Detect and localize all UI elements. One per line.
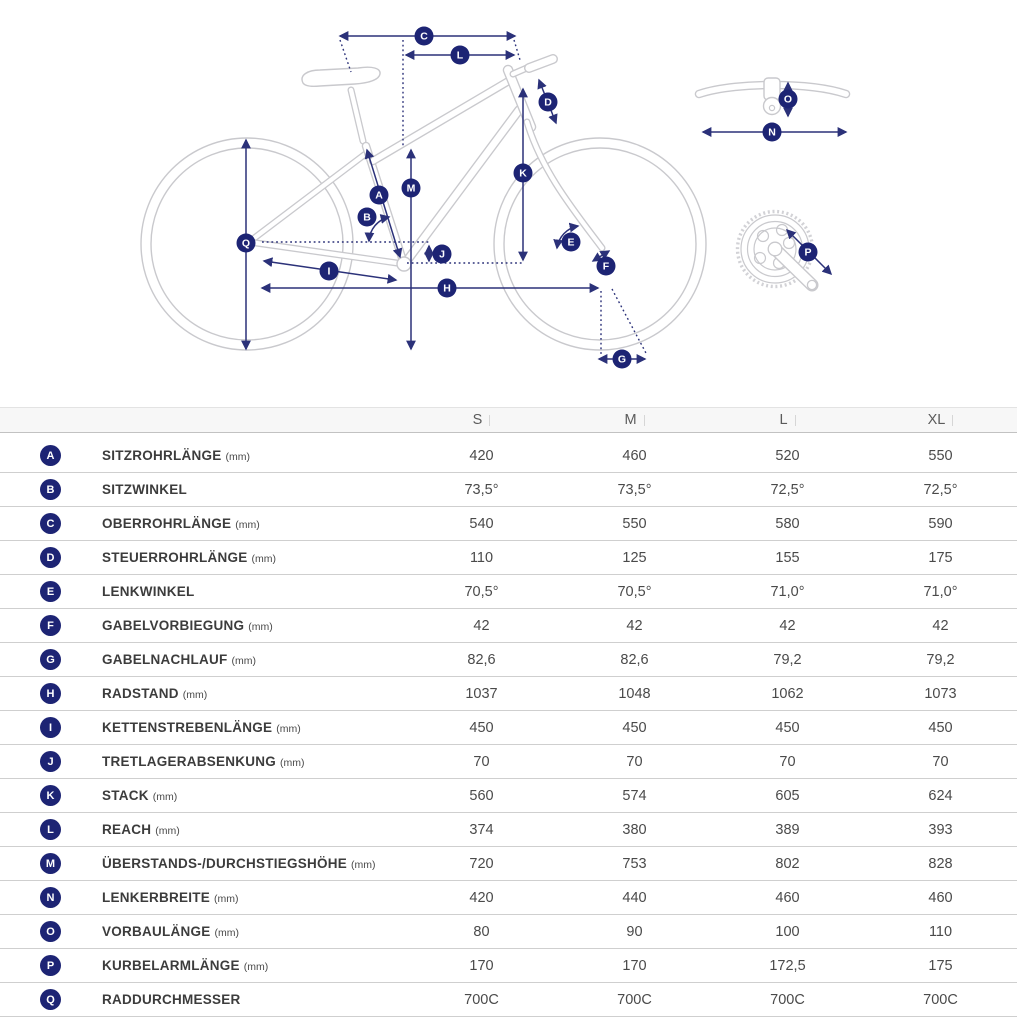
- row-letter-badge: K: [40, 785, 61, 806]
- value-size-s: 80: [473, 923, 490, 940]
- value-size-m: 550: [622, 515, 647, 532]
- handlebar-front-view-icon: [699, 78, 846, 115]
- parameter-label: LENKERBREITE: [102, 890, 211, 905]
- parameter-unit: (mm): [231, 655, 256, 667]
- row-letter-badge: P: [40, 955, 61, 976]
- table-row: [0, 473, 1017, 507]
- badge-f: [597, 257, 616, 276]
- value-size-m: 42: [626, 617, 643, 634]
- saddle: [302, 67, 380, 86]
- row-letter-badge: H: [40, 683, 61, 704]
- value-size-l: 450: [775, 719, 800, 736]
- badge-a: [370, 186, 389, 205]
- value-size-m: 440: [622, 889, 647, 906]
- value-size-m: 460: [622, 447, 647, 464]
- badge-l: [451, 46, 470, 65]
- svg-text:F: F: [602, 260, 610, 273]
- row-letter-badge: O: [40, 921, 61, 942]
- row-parameter-name: [102, 550, 405, 565]
- badge-n: [763, 123, 782, 142]
- value-size-xl: 72,5°: [923, 481, 958, 498]
- value-size-xl: 460: [928, 889, 953, 906]
- parameter-unit: (mm): [243, 961, 269, 973]
- value-size-l: 70: [779, 753, 796, 770]
- value-size-l: 71,0°: [770, 583, 805, 600]
- row-letter-cell: [0, 683, 102, 704]
- value-size-s: 450: [469, 719, 494, 736]
- value-size-xl: 79,2: [926, 651, 955, 668]
- parameter-unit: (mm): [248, 621, 273, 633]
- table-row: [0, 915, 1017, 949]
- value-size-l: 79,2: [773, 651, 802, 668]
- svg-text:Q: Q: [241, 237, 251, 250]
- value-size-m: 70: [626, 753, 643, 770]
- value-size-l: 700C: [770, 991, 805, 1008]
- value-size-l: 802: [775, 855, 800, 872]
- parameter-label: SITZWINKEL: [102, 482, 187, 497]
- value-size-xl: 700C: [923, 991, 958, 1008]
- parameter-unit: (mm): [351, 859, 376, 871]
- row-letter-badge: F: [40, 615, 61, 636]
- parameter-label: OBERROHRLÄNGE: [102, 516, 232, 531]
- svg-text:B: B: [363, 211, 371, 224]
- row-parameter-name: [102, 720, 405, 735]
- row-letter-cell: [0, 955, 102, 976]
- row-letter-cell: [0, 819, 102, 840]
- row-letter-badge: J: [40, 751, 61, 772]
- row-letter-cell: [0, 479, 102, 500]
- value-size-s: 70,5°: [464, 583, 499, 600]
- parameter-label: GABELNACHLAUF: [102, 652, 228, 667]
- parameter-label: ÜBERSTANDS-/DURCHSTIEGSHÖHE: [102, 856, 348, 871]
- table-row: [0, 711, 1017, 745]
- value-size-m: 450: [622, 719, 647, 736]
- row-parameter-name: [102, 924, 405, 939]
- column-header-s: [405, 412, 558, 428]
- row-letter-cell: [0, 649, 102, 670]
- table-row: [0, 677, 1017, 711]
- value-size-xl: 590: [928, 515, 953, 532]
- value-size-s: 700C: [464, 991, 499, 1008]
- parameter-unit: (mm): [214, 893, 239, 905]
- row-parameter-name: [102, 958, 405, 973]
- value-size-xl: 71,0°: [923, 583, 958, 600]
- parameter-label: RADSTAND: [102, 686, 179, 701]
- row-letter-cell: [0, 445, 102, 466]
- value-size-m: 700C: [617, 991, 652, 1008]
- row-parameter-name: [102, 754, 405, 769]
- column-header-label: XL: [927, 412, 946, 428]
- row-letter-cell: [0, 513, 102, 534]
- value-size-xl: 1073: [924, 685, 957, 702]
- row-letter-badge: B: [40, 479, 61, 500]
- row-parameter-name: [102, 584, 405, 599]
- value-size-m: 753: [622, 855, 647, 872]
- value-size-l: 172,5: [769, 957, 806, 974]
- parameter-unit: (mm): [152, 791, 178, 803]
- value-size-s: 560: [469, 787, 494, 804]
- value-size-l: 580: [775, 515, 800, 532]
- table-row: [0, 507, 1017, 541]
- row-letter-badge: I: [40, 717, 61, 738]
- value-size-xl: 110: [928, 923, 953, 940]
- table-row: [0, 745, 1017, 779]
- column-header-label: L: [779, 412, 788, 428]
- badge-o: [779, 90, 798, 109]
- value-size-m: 82,6: [620, 651, 649, 668]
- row-letter-cell: [0, 921, 102, 942]
- value-size-xl: 175: [928, 549, 953, 566]
- value-size-m: 170: [622, 957, 647, 974]
- value-size-s: 1037: [465, 685, 498, 702]
- parameter-unit: (mm): [225, 451, 250, 463]
- row-parameter-name: [102, 482, 405, 497]
- table-row: [0, 983, 1017, 1017]
- svg-text:A: A: [375, 189, 383, 202]
- value-size-xl: 450: [928, 719, 953, 736]
- parameter-label: LENKWINKEL: [102, 584, 195, 599]
- value-size-s: 540: [469, 515, 494, 532]
- row-letter-cell: [0, 717, 102, 738]
- value-size-l: 72,5°: [770, 481, 805, 498]
- row-parameter-name: [102, 652, 405, 667]
- row-letter-cell: [0, 615, 102, 636]
- value-size-m: 70,5°: [617, 583, 652, 600]
- parameter-label: REACH: [102, 822, 152, 837]
- row-parameter-name: [102, 890, 405, 905]
- parameter-label: KETTENSTREBENLÄNGE: [102, 720, 273, 735]
- value-size-l: 100: [775, 923, 800, 940]
- badge-q: [237, 234, 256, 253]
- value-size-s: 420: [469, 889, 494, 906]
- row-letter-cell: [0, 853, 102, 874]
- parameter-unit: (mm): [155, 825, 180, 837]
- value-size-l: 605: [775, 787, 800, 804]
- row-letter-badge: N: [40, 887, 61, 908]
- value-size-xl: 550: [928, 447, 953, 464]
- row-parameter-name: [102, 992, 405, 1007]
- header-divider: [795, 415, 796, 426]
- svg-text:H: H: [443, 282, 451, 295]
- table-row: [0, 847, 1017, 881]
- column-header-label: S: [472, 412, 483, 428]
- badge-e: [562, 233, 581, 252]
- header-divider: [489, 415, 490, 426]
- row-letter-cell: [0, 887, 102, 908]
- value-size-xl: 42: [932, 617, 949, 634]
- row-parameter-name: [102, 516, 405, 531]
- badge-h: [438, 279, 457, 298]
- table-row: [0, 609, 1017, 643]
- badge-g: [613, 350, 632, 369]
- value-size-s: 374: [469, 821, 494, 838]
- table-row: [0, 881, 1017, 915]
- svg-text:L: L: [456, 49, 464, 62]
- column-header-m: [558, 412, 711, 428]
- value-size-s: 420: [469, 447, 494, 464]
- value-size-s: 73,5°: [464, 481, 499, 498]
- geometry-diagram: [0, 0, 1017, 407]
- parameter-label: RADDURCHMESSER: [102, 992, 241, 1007]
- value-size-s: 720: [469, 855, 494, 872]
- geometry-table-header: [0, 408, 1017, 433]
- parameter-label: STACK: [102, 788, 149, 803]
- row-letter-badge: L: [40, 819, 61, 840]
- value-size-m: 574: [622, 787, 647, 804]
- value-size-m: 125: [622, 549, 647, 566]
- table-row: [0, 949, 1017, 983]
- column-header-label: M: [624, 412, 637, 428]
- value-size-l: 42: [779, 617, 796, 634]
- value-size-xl: 828: [928, 855, 953, 872]
- parameter-label: SITZROHRLÄNGE: [102, 448, 222, 463]
- row-parameter-name: [102, 618, 405, 633]
- badge-c: [415, 27, 434, 46]
- row-letter-cell: [0, 785, 102, 806]
- parameter-label: GABELVORBIEGUNG: [102, 618, 245, 633]
- badge-k: [514, 164, 533, 183]
- badge-d: [539, 93, 558, 112]
- badge-b: [358, 208, 377, 227]
- row-letter-cell: [0, 989, 102, 1010]
- parameter-unit: (mm): [214, 927, 240, 939]
- svg-text:P: P: [804, 246, 812, 259]
- value-size-xl: 70: [932, 753, 949, 770]
- value-size-l: 389: [775, 821, 800, 838]
- value-size-m: 1048: [618, 685, 651, 702]
- row-letter-cell: [0, 751, 102, 772]
- table-row: [0, 439, 1017, 473]
- bottom-bracket: [397, 257, 411, 271]
- column-header-l: [711, 412, 864, 428]
- row-letter-badge: C: [40, 513, 61, 534]
- badge-p: [799, 243, 818, 262]
- row-parameter-name: [102, 822, 405, 837]
- row-parameter-name: [102, 788, 405, 803]
- table-row: [0, 541, 1017, 575]
- parameter-label: TRETLAGERABSENKUNG: [102, 754, 277, 769]
- row-parameter-name: [102, 448, 405, 463]
- header-divider: [644, 415, 645, 426]
- value-size-l: 1062: [771, 685, 804, 702]
- value-size-s: 42: [473, 617, 490, 634]
- table-row: [0, 575, 1017, 609]
- table-row: [0, 643, 1017, 677]
- value-size-m: 90: [626, 923, 643, 940]
- table-row: [0, 813, 1017, 847]
- parameter-label: KURBELARMLÄNGE: [102, 958, 240, 973]
- svg-text:O: O: [783, 93, 793, 106]
- geometry-table-body: [0, 433, 1017, 1017]
- parameter-label: STEUERROHRLÄNGE: [102, 550, 248, 565]
- column-header-xl: [864, 412, 1017, 428]
- value-size-s: 70: [473, 753, 490, 770]
- svg-text:C: C: [420, 30, 428, 43]
- row-letter-badge: D: [40, 547, 61, 568]
- row-parameter-name: [102, 686, 405, 701]
- parameter-unit: (mm): [182, 689, 208, 701]
- badge-i: [320, 262, 339, 281]
- svg-text:M: M: [406, 182, 416, 195]
- row-parameter-name: [102, 856, 405, 871]
- row-letter-badge: A: [40, 445, 61, 466]
- row-letter-badge: M: [40, 853, 61, 874]
- row-letter-badge: G: [40, 649, 61, 670]
- row-letter-badge: Q: [40, 989, 61, 1010]
- svg-text:D: D: [544, 96, 552, 109]
- value-size-l: 155: [775, 549, 800, 566]
- row-letter-cell: [0, 547, 102, 568]
- svg-text:I: I: [327, 265, 331, 278]
- value-size-m: 73,5°: [617, 481, 652, 498]
- parameter-unit: (mm): [251, 553, 277, 565]
- value-size-l: 460: [775, 889, 800, 906]
- badge-m: [402, 179, 421, 198]
- value-size-s: 170: [469, 957, 494, 974]
- value-size-xl: 393: [928, 821, 953, 838]
- geometry-table: [0, 407, 1017, 1017]
- table-row: [0, 779, 1017, 813]
- geometry-diagram-svg: [0, 0, 1017, 407]
- value-size-xl: 624: [928, 787, 953, 804]
- row-letter-badge: E: [40, 581, 61, 602]
- row-letter-cell: [0, 581, 102, 602]
- parameter-label: VORBAULÄNGE: [102, 924, 211, 939]
- value-size-s: 82,6: [467, 651, 496, 668]
- svg-text:N: N: [768, 126, 776, 139]
- value-size-l: 520: [775, 447, 800, 464]
- value-size-m: 380: [622, 821, 647, 838]
- svg-text:E: E: [567, 236, 575, 249]
- measure-line-a: [367, 150, 400, 257]
- svg-text:G: G: [617, 353, 627, 366]
- value-size-s: 110: [469, 549, 494, 566]
- parameter-unit: (mm): [235, 519, 260, 531]
- svg-text:K: K: [519, 167, 527, 180]
- header-divider: [952, 415, 953, 426]
- value-size-xl: 175: [928, 957, 953, 974]
- badge-j: [433, 245, 452, 264]
- parameter-unit: (mm): [276, 723, 301, 735]
- svg-text:J: J: [439, 248, 445, 261]
- parameter-unit: (mm): [280, 757, 305, 769]
